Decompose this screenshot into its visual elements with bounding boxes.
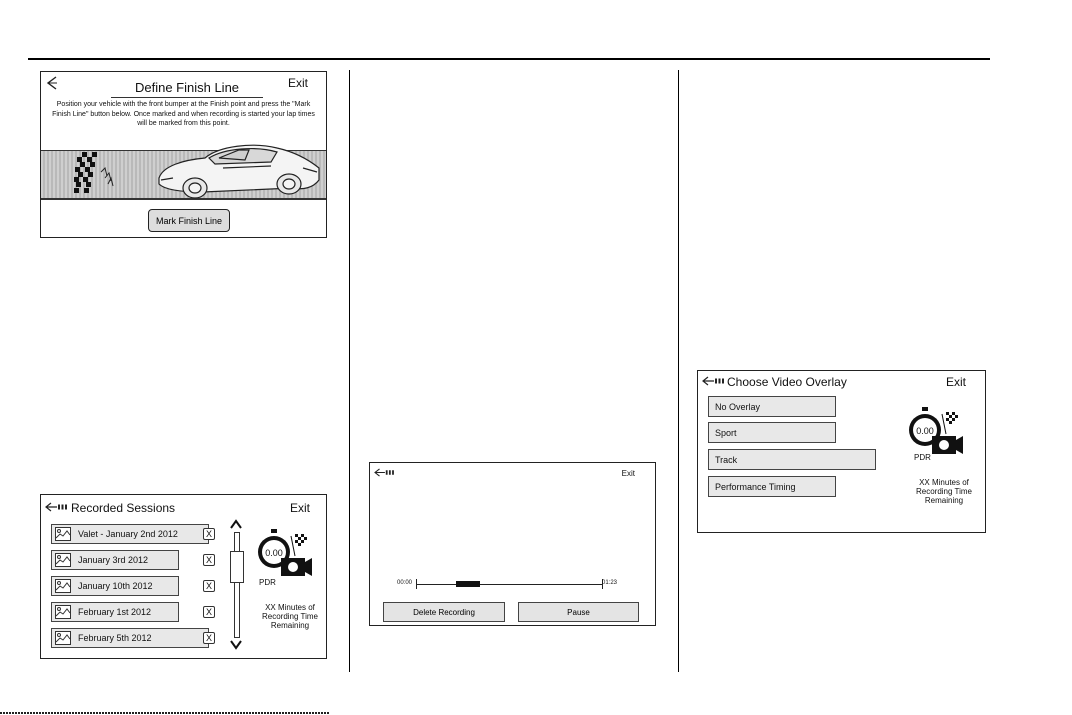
elapsed-time: 00:00 <box>397 580 413 586</box>
scroll-down-arrow-icon[interactable] <box>230 640 242 650</box>
session-item[interactable] <box>51 576 179 596</box>
session-label: January 3rd 2012 <box>78 555 149 565</box>
delete-session-button[interactable]: X <box>203 606 215 618</box>
mark-finish-line-button[interactable]: Mark Finish Line <box>148 209 230 232</box>
video-thumbnail-icon <box>55 579 71 593</box>
back-arrow-icon[interactable] <box>45 502 67 512</box>
session-item[interactable] <box>51 550 179 570</box>
back-arrow-icon[interactable] <box>374 468 394 477</box>
screen-title: Choose Video Overlay <box>727 375 847 389</box>
delete-recording-button[interactable]: Delete Recording <box>383 602 505 622</box>
back-chevron-icon[interactable] <box>45 76 59 94</box>
session-item[interactable] <box>51 602 179 622</box>
session-item[interactable] <box>51 628 209 648</box>
exit-button[interactable]: Exit <box>287 76 308 90</box>
delete-session-button[interactable]: X <box>203 528 215 540</box>
recording-time-remaining: XX Minutes of Recording Time Remaining <box>915 478 973 505</box>
exit-button[interactable]: Exit <box>945 375 966 389</box>
car-icon <box>153 138 323 200</box>
divider <box>41 199 326 200</box>
pdr-label: PDR <box>259 578 276 587</box>
video-thumbnail-icon <box>55 553 71 567</box>
screen-title: Define Finish Line <box>111 80 263 98</box>
video-thumbnail-icon <box>55 527 71 541</box>
screen-title: Recorded Sessions <box>71 501 176 515</box>
delete-session-button[interactable]: X <box>203 632 215 644</box>
delete-session-button[interactable]: X <box>203 580 215 592</box>
page-top-rule <box>28 58 990 60</box>
exit-button[interactable]: Exit <box>289 501 310 515</box>
overlay-option-performance-timing[interactable]: Performance Timing <box>708 476 836 497</box>
pause-button[interactable]: Pause <box>518 602 639 622</box>
pdr-timer-text: 0.00 <box>916 426 934 436</box>
column-divider-1 <box>349 70 350 672</box>
playback-timeline[interactable] <box>416 584 602 585</box>
session-label: February 5th 2012 <box>78 633 152 643</box>
session-item[interactable] <box>51 524 209 544</box>
scrollbar-track[interactable] <box>234 532 240 638</box>
pdr-timer-text: 0.00 <box>265 548 283 558</box>
recording-time-remaining: XX Minutes of Recording Time Remaining <box>261 603 319 630</box>
back-arrow-icon[interactable] <box>702 376 724 386</box>
session-label: Valet - January 2nd 2012 <box>78 529 178 539</box>
session-label: February 1st 2012 <box>78 607 152 617</box>
finish-line-instructions: Position your vehicle with the front bumper at the Finish point and press the "Mark Finish Line" button below. Once marked and when recording is started your lap times will be marked from this point. <box>52 101 315 127</box>
scroll-up-arrow-icon[interactable] <box>230 519 242 529</box>
define-finish-line-screen <box>40 71 327 238</box>
overlay-option-none[interactable]: No Overlay <box>708 396 836 417</box>
total-time: 01:23 <box>602 580 618 586</box>
exit-button[interactable]: Exit <box>621 469 635 478</box>
page-bottom-rule <box>0 712 330 714</box>
recorded-sessions-screen <box>40 494 327 659</box>
playback-position-marker[interactable] <box>456 581 480 587</box>
pdr-camera-stopwatch-icon <box>908 406 964 456</box>
choose-video-overlay-screen <box>697 370 986 533</box>
pdr-camera-stopwatch-icon <box>257 528 313 578</box>
recording-playback-screen <box>369 462 656 626</box>
overlay-option-sport[interactable]: Sport <box>708 422 836 443</box>
delete-session-button[interactable]: X <box>203 554 215 566</box>
pdr-label: PDR <box>914 453 931 462</box>
overlay-option-track[interactable]: Track <box>708 449 876 470</box>
column-divider-2 <box>678 70 679 672</box>
scrollbar-thumb[interactable] <box>230 551 244 583</box>
session-label: January 10th 2012 <box>78 581 153 591</box>
checkered-flag-icon <box>74 152 114 196</box>
video-thumbnail-icon <box>55 605 71 619</box>
video-thumbnail-icon <box>55 631 71 645</box>
